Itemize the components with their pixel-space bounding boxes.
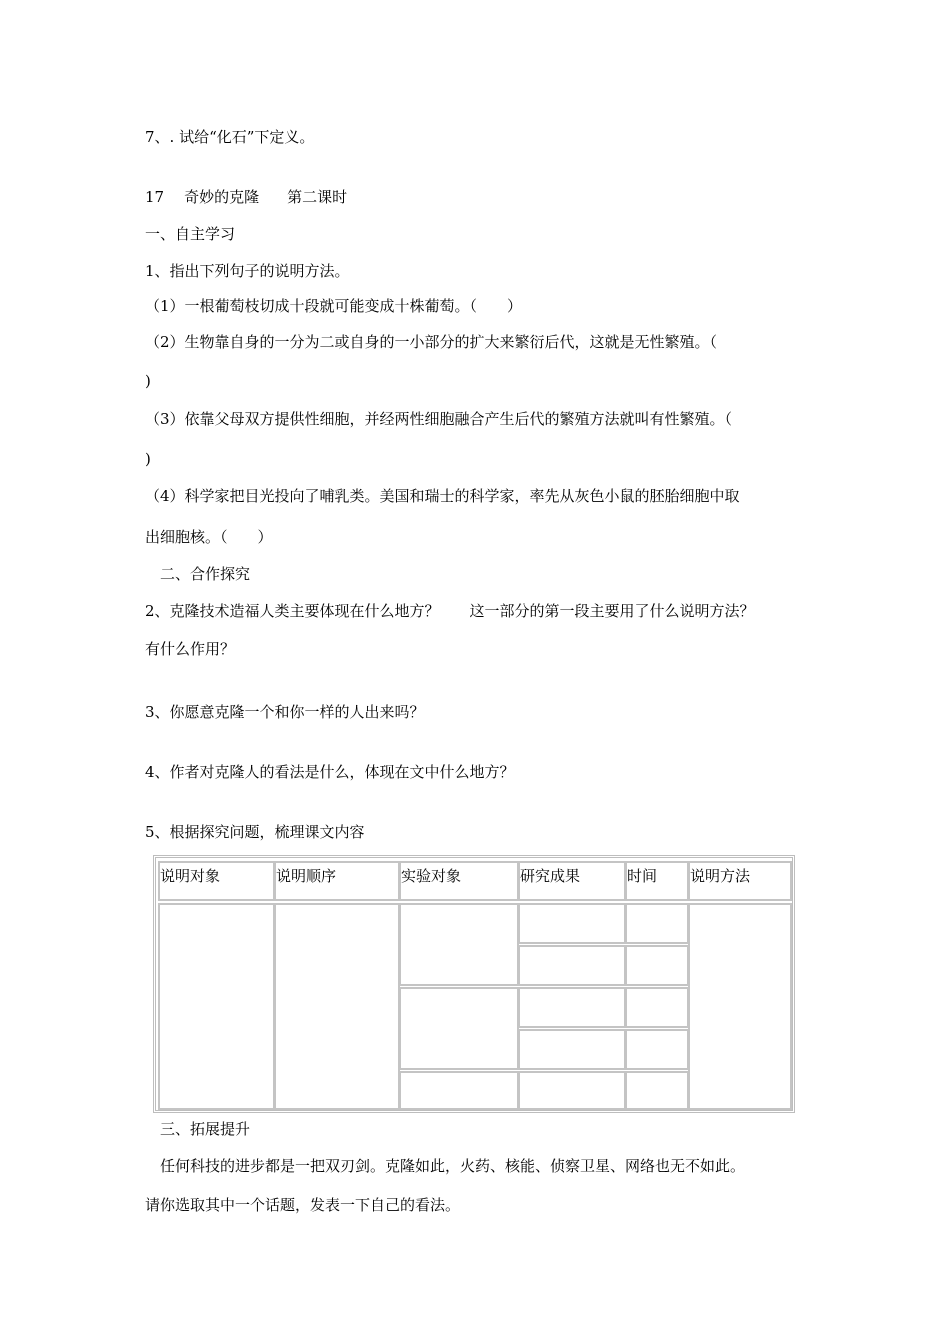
question-2c: 有什么作用？ (145, 640, 236, 658)
item-2: （2）生物靠自身的一分为二或自身的一小部分的扩大来繁衍后代，这就是无性繁殖。（ (145, 333, 718, 351)
table-cell[interactable] (688, 903, 792, 1110)
question-2b: 这一部分的第一段主要用了什么说明方法？ (469, 602, 755, 620)
question-5: 5、根据探究问题，梳理课文内容 (145, 823, 365, 841)
item-4: （4）科学家把目光投向了哺乳类。美国和瑞士的科学家，率先从灰色小鼠的胚胎细胞中取 (145, 487, 740, 505)
section2-heading: 二、合作探究 (160, 565, 251, 583)
table-cell[interactable] (625, 903, 689, 944)
section3-heading: 三、拓展提升 (160, 1120, 251, 1138)
table-cell[interactable] (625, 1029, 689, 1070)
lesson-session: 第二课时 (287, 188, 348, 206)
header-experiment: 实验对象 (401, 867, 462, 885)
table-cell[interactable] (274, 903, 400, 1110)
table-cell[interactable] (625, 1071, 689, 1110)
table-cell[interactable] (399, 987, 519, 1070)
section3-paragraph-1: 任何科技的进步都是一把双刃剑。克隆如此，火药、核能、侦察卫星、网络也无不如此。 (160, 1157, 746, 1175)
table-cell[interactable] (625, 987, 689, 1028)
table-cell[interactable] (518, 1029, 626, 1070)
table-cell[interactable] (625, 945, 689, 986)
question-7: 7、. 试给“化石”下定义。 (145, 128, 315, 146)
question-3: 3、你愿意克隆一个和你一样的人出来吗？ (145, 703, 425, 721)
question-4: 4、作者对克隆人的看法是什么，体现在文中什么地方？ (145, 763, 515, 781)
table-cell[interactable] (518, 987, 626, 1028)
header-time: 时间 (627, 867, 658, 885)
item-4-cont: 出细胞核。（ ） (145, 528, 273, 546)
lesson-name: 奇妙的克隆 (184, 188, 260, 206)
table-cell[interactable] (518, 1071, 626, 1110)
section1-heading: 一、自主学习 (145, 225, 236, 243)
question-2 (145, 602, 755, 620)
question-1: 1、指出下列句子的说明方法。 (145, 262, 350, 280)
item-1: （1）一根葡萄枝切成十段就可能变成十株葡萄。（ ） (145, 297, 523, 315)
header-order: 说明顺序 (276, 867, 337, 885)
lesson-title (145, 188, 347, 206)
item-2-close: ) (145, 372, 151, 390)
item-3-close: ) (145, 450, 151, 468)
table-cell[interactable] (518, 945, 626, 986)
section3-paragraph-2: 请你选取其中一个话题，发表一下自己的看法。 (145, 1196, 461, 1214)
table-cell[interactable] (399, 903, 519, 986)
header-object: 说明对象 (160, 867, 221, 885)
question-2a: 2、克隆技术造福人类主要体现在什么地方？ (145, 602, 440, 620)
item-3: （3）依靠父母双方提供性细胞，并经两性细胞融合产生后代的繁殖方法就叫有性繁殖。（ (145, 410, 733, 428)
table-cell[interactable] (399, 1071, 519, 1110)
header-results: 研究成果 (520, 867, 581, 885)
table-cell[interactable] (518, 903, 626, 944)
table-cell[interactable] (158, 903, 275, 1110)
header-method: 说明方法 (690, 867, 751, 885)
summary-table (153, 855, 795, 1113)
lesson-number: 17 (145, 188, 165, 206)
